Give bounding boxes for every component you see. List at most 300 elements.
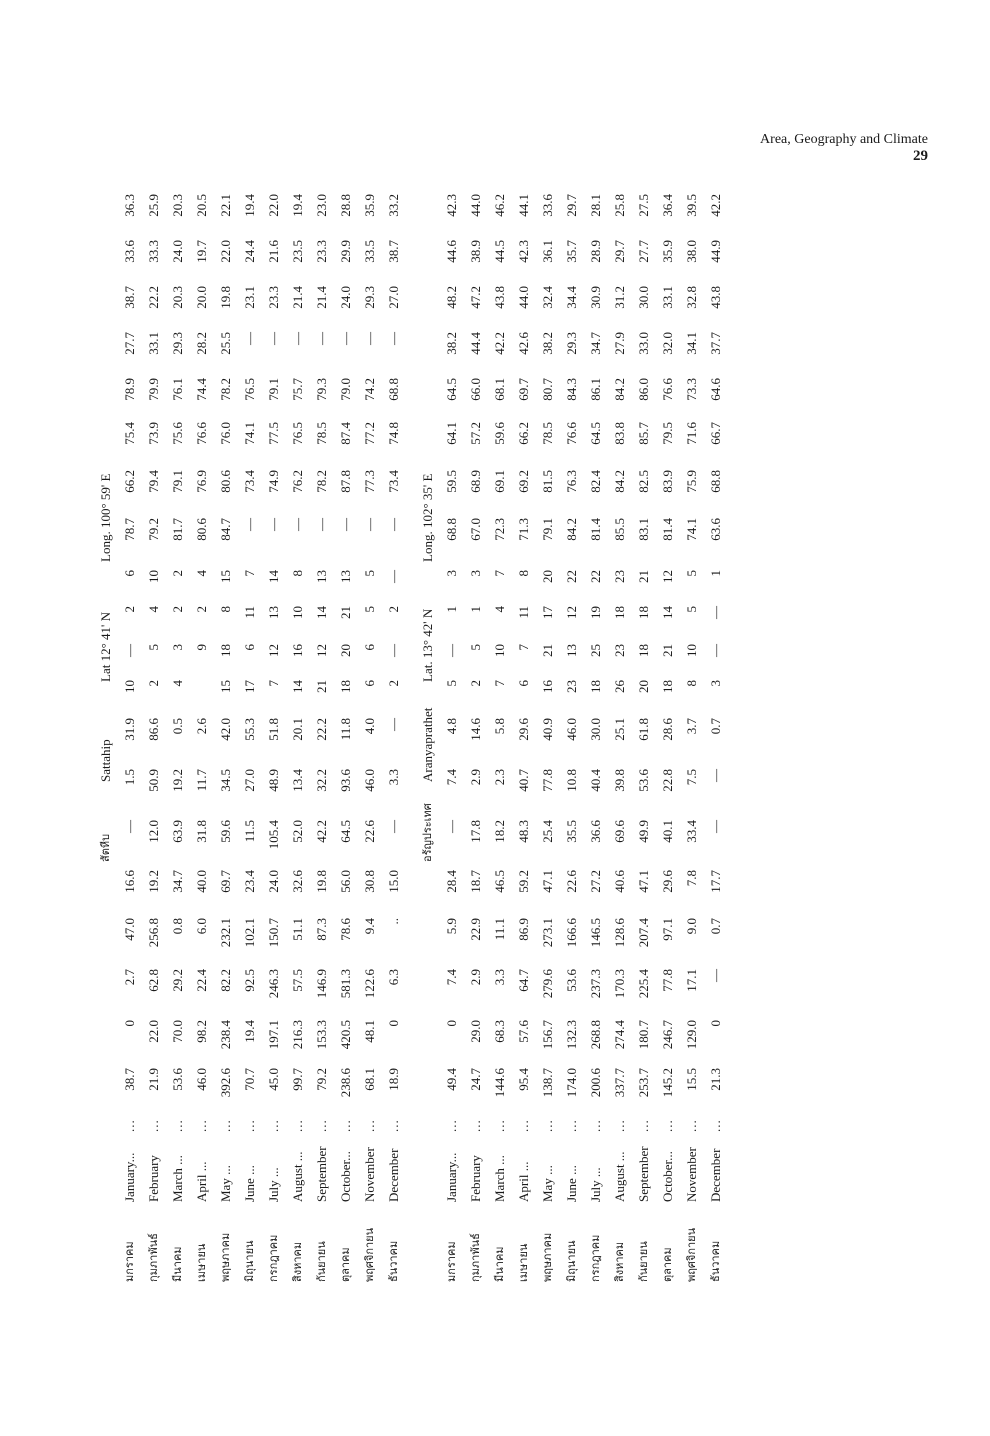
table-cell: 216.3: [290, 1020, 305, 1050]
leader-dots: ...: [242, 1119, 257, 1132]
table-cell: 44.0: [516, 286, 531, 309]
table-cell: 68.1: [492, 378, 507, 401]
table-cell: 64.5: [338, 820, 353, 843]
table-cell: 17: [242, 680, 257, 693]
table-cell: 84.2: [612, 470, 627, 493]
table-cell: 35.5: [564, 820, 579, 843]
table-cell: 19.2: [170, 769, 185, 792]
table-cell: 33.5: [362, 240, 377, 263]
table-cell: 22.0: [218, 240, 233, 263]
table-cell: 73.3: [684, 378, 699, 401]
table-cell: 581.3: [338, 969, 353, 999]
month-label: August ...: [612, 1151, 627, 1202]
table-row: [118, 176, 142, 1282]
table-cell: 84.3: [564, 378, 579, 401]
table-cell: 66.2: [516, 422, 531, 445]
table-cell: 20.3: [170, 194, 185, 217]
table-cell: 75.4: [122, 422, 137, 445]
table-cell: 10: [684, 644, 699, 657]
table-cell: —: [266, 332, 281, 345]
table-cell: 6: [362, 644, 377, 651]
table-cell: 9.4: [362, 918, 377, 935]
table-cell: 85.7: [636, 422, 651, 445]
table-cell: 18: [636, 644, 651, 657]
table-cell: 30.0: [588, 718, 603, 741]
table-cell: 76.5: [242, 378, 257, 401]
table-cell: —: [314, 332, 329, 345]
table-cell: ..: [386, 918, 401, 925]
table-cell: 150.7: [266, 918, 281, 948]
table-cell: 31.2: [612, 286, 627, 309]
table-cell: 80.6: [194, 518, 209, 541]
table-cell: 33.3: [146, 240, 161, 263]
table-cell: 29.3: [362, 286, 377, 309]
table-cell: 74.2: [362, 378, 377, 401]
table-cell: 15: [218, 680, 233, 693]
table-cell: 66.0: [468, 378, 483, 401]
table-cell: 82.5: [636, 470, 651, 493]
table-cell: 79.5: [660, 422, 675, 445]
table-cell: 8: [516, 570, 531, 577]
table-cell: 95.4: [516, 1068, 531, 1091]
table-cell: 19.7: [194, 240, 209, 263]
table-cell: 38.7: [122, 1068, 137, 1091]
table-cell: 18.9: [386, 1068, 401, 1091]
table-cell: 33.6: [122, 240, 137, 263]
table-cell: 3: [468, 570, 483, 577]
table-cell: 46.0: [564, 718, 579, 741]
table-cell: 56.0: [338, 870, 353, 893]
table-cell: 11.7: [194, 769, 209, 792]
table-cell: 0: [444, 1020, 459, 1027]
table-cell: 68.9: [468, 470, 483, 493]
table-cell: 19.2: [146, 870, 161, 893]
table-cell: 79.1: [266, 378, 281, 401]
table-cell: 0.7: [708, 718, 723, 735]
table-cell: 21.4: [314, 286, 329, 309]
table-cell: 25.4: [540, 820, 555, 843]
table-cell: 2: [170, 570, 185, 577]
table-cell: 76.2: [290, 470, 305, 493]
thai-month-label: กุมภาพันธ์: [469, 1233, 482, 1282]
table-cell: 55.3: [242, 718, 257, 741]
table-cell: 36.3: [122, 194, 137, 217]
table-cell: —: [362, 518, 377, 531]
table-cell: 82.2: [218, 969, 233, 992]
station-name: Aranyaprathet: [420, 707, 435, 782]
table-cell: —: [242, 332, 257, 345]
table-cell: 5: [684, 570, 699, 577]
table-cell: 7: [492, 570, 507, 577]
table-cell: 79.3: [314, 378, 329, 401]
table-cell: 33.1: [660, 286, 675, 309]
table-cell: 43.8: [708, 286, 723, 309]
table-row: [382, 176, 406, 1282]
table-cell: 40.9: [540, 718, 555, 741]
table-cell: 79.9: [146, 378, 161, 401]
thai-month-label: กันยายน: [637, 1241, 650, 1282]
table-row: [656, 176, 680, 1282]
table-cell: 5: [684, 606, 699, 613]
table-cell: 68.1: [362, 1068, 377, 1091]
table-cell: 52.0: [290, 820, 305, 843]
leader-dots: ...: [492, 1119, 507, 1132]
table-cell: 48.9: [266, 769, 281, 792]
table-cell: 253.7: [636, 1068, 651, 1098]
leader-dots: ...: [290, 1119, 305, 1132]
table-cell: 78.7: [122, 518, 137, 541]
leader-dots: ...: [444, 1119, 459, 1132]
table-cell: 23.0: [314, 194, 329, 217]
table-cell: 274.4: [612, 1020, 627, 1050]
table-cell: 35.9: [660, 240, 675, 263]
table-cell: 225.4: [636, 969, 651, 999]
table-cell: 80.7: [540, 378, 555, 401]
table-row: [440, 176, 464, 1282]
table-cell: 33.2: [386, 194, 401, 217]
table-cell: 13: [338, 570, 353, 583]
table-cell: 30.8: [362, 870, 377, 893]
table-cell: 34.7: [170, 870, 185, 893]
table-cell: 74.1: [242, 422, 257, 445]
table-cell: 64.5: [588, 422, 603, 445]
table-cell: 35.9: [362, 194, 377, 217]
table-cell: 279.6: [540, 969, 555, 999]
table-cell: 51.8: [266, 718, 281, 741]
table-cell: 29.3: [170, 332, 185, 355]
leader-dots: ...: [362, 1119, 377, 1132]
month-label: December: [386, 1148, 401, 1202]
table-row: [214, 176, 238, 1282]
table-cell: 23: [612, 644, 627, 657]
table-cell: 166.6: [564, 918, 579, 948]
table-cell: 2: [386, 606, 401, 613]
table-cell: 7.8: [684, 870, 699, 887]
thai-month-label: เมษายน: [195, 1243, 208, 1282]
table-cell: 17.1: [684, 969, 699, 992]
table-cell: 34.7: [588, 332, 603, 355]
table-cell: 46.0: [362, 769, 377, 792]
table-row: [286, 176, 310, 1282]
table-cell: 75.6: [170, 422, 185, 445]
table-cell: 9.0: [684, 918, 699, 935]
table-cell: 1: [708, 570, 723, 577]
table-cell: 15.0: [386, 870, 401, 893]
table-cell: 40.0: [194, 870, 209, 893]
table-cell: 24.0: [338, 286, 353, 309]
table-cell: 68.8: [444, 518, 459, 541]
table-cell: 29.7: [612, 240, 627, 263]
table-cell: 99.7: [290, 1068, 305, 1091]
table-cell: 7: [492, 680, 507, 687]
table-cell: 40.1: [660, 820, 675, 843]
table-row: [560, 176, 584, 1282]
table-cell: 144.6: [492, 1068, 507, 1098]
table-cell: 7: [266, 680, 281, 687]
thai-month-label: พฤษภาคม: [219, 1232, 232, 1282]
table-cell: 59.6: [492, 422, 507, 445]
table-cell: —: [708, 820, 723, 833]
station-thai-name: อรัญประเทศ: [421, 803, 434, 862]
table-cell: 30.0: [636, 286, 651, 309]
table-cell: 23.1: [242, 286, 257, 309]
table-cell: 18.7: [468, 870, 483, 893]
table-cell: 40.6: [612, 870, 627, 893]
table-cell: —: [266, 518, 281, 531]
table-cell: 2.6: [194, 718, 209, 735]
table-cell: 57.2: [468, 422, 483, 445]
table-cell: 129.0: [684, 1020, 699, 1050]
table-cell: 79.2: [314, 1068, 329, 1091]
table-cell: —: [122, 644, 137, 657]
table-cell: 32.0: [660, 332, 675, 355]
latitude-label: Lat 12° 41' N: [98, 611, 113, 682]
table-cell: 11.8: [338, 718, 353, 741]
table-cell: 86.1: [588, 378, 603, 401]
table-row: [608, 176, 632, 1282]
table-cell: 40.4: [588, 769, 603, 792]
table-cell: 76.6: [660, 378, 675, 401]
table-cell: 78.5: [540, 422, 555, 445]
table-cell: 34.5: [218, 769, 233, 792]
table-cell: 12: [660, 570, 675, 583]
table-cell: 268.8: [588, 1020, 603, 1050]
table-cell: 146.9: [314, 969, 329, 999]
table-cell: 44.5: [492, 240, 507, 263]
table-cell: 59.2: [516, 870, 531, 893]
table-cell: 68.3: [492, 1020, 507, 1043]
table-cell: 128.6: [612, 918, 627, 948]
table-cell: 69.6: [612, 820, 627, 843]
table-cell: 50.9: [146, 769, 161, 792]
table-cell: 74.4: [194, 378, 209, 401]
table-cell: 68.8: [386, 378, 401, 401]
table-cell: 46.0: [194, 1068, 209, 1091]
table-cell: 18: [588, 680, 603, 693]
table-cell: 246.7: [660, 1020, 675, 1050]
table-cell: 0.5: [170, 718, 185, 735]
table-cell: 84.2: [564, 518, 579, 541]
thai-month-label: กุมภาพันธ์: [147, 1233, 160, 1282]
table-cell: 40.7: [516, 769, 531, 792]
table-cell: 0: [122, 1020, 137, 1027]
table-cell: 36.4: [660, 194, 675, 217]
table-cell: —: [708, 644, 723, 657]
table-cell: 69.7: [516, 378, 531, 401]
table-cell: 8: [684, 680, 699, 687]
table-cell: 7.4: [444, 769, 459, 786]
table-cell: 8: [290, 570, 305, 577]
table-cell: 6: [362, 680, 377, 687]
page-number: 29: [913, 148, 928, 164]
table-cell: 22.0: [146, 1020, 161, 1043]
table-cell: 16: [290, 644, 305, 657]
table-row: [334, 176, 358, 1282]
table-cell: 81.4: [660, 518, 675, 541]
table-cell: —: [386, 718, 401, 731]
table-cell: 18: [612, 606, 627, 619]
table-cell: 22.0: [266, 194, 281, 217]
table-cell: 22.1: [218, 194, 233, 217]
table-cell: —: [444, 644, 459, 657]
table-cell: 83.8: [612, 422, 627, 445]
table-cell: 0.7: [708, 918, 723, 935]
table-cell: 38.0: [684, 240, 699, 263]
table-cell: 20: [338, 644, 353, 657]
table-cell: —: [444, 820, 459, 833]
table-cell: 200.6: [588, 1068, 603, 1098]
month-label: April ...: [516, 1161, 531, 1202]
thai-month-label: กันยายน: [315, 1241, 328, 1282]
table-cell: 10.8: [564, 769, 579, 792]
table-cell: 0.8: [170, 918, 185, 935]
thai-month-label: กรกฎาคม: [267, 1234, 280, 1282]
month-label: May ...: [218, 1165, 233, 1202]
table-cell: 174.0: [564, 1068, 579, 1098]
table-cell: 64.6: [708, 378, 723, 401]
table-cell: 93.6: [338, 769, 353, 792]
table-cell: 15.5: [684, 1068, 699, 1091]
table-cell: 18.2: [492, 820, 507, 843]
table-cell: 13: [266, 606, 281, 619]
table-cell: 77.3: [362, 470, 377, 493]
table-cell: 10: [290, 606, 305, 619]
table-cell: 14: [290, 680, 305, 693]
table-cell: 64.5: [444, 378, 459, 401]
table-cell: 24.0: [266, 870, 281, 893]
table-cell: 21: [338, 606, 353, 619]
table-cell: 2: [146, 680, 161, 687]
leader-dots: ...: [146, 1119, 161, 1132]
table-cell: 78.6: [338, 918, 353, 941]
table-cell: 5: [146, 644, 161, 651]
table-cell: 18: [660, 680, 675, 693]
table-cell: 48.1: [362, 1020, 377, 1043]
table-cell: 47.1: [540, 870, 555, 893]
table-cell: 78.2: [314, 470, 329, 493]
thai-month-label: มิถุนายน: [565, 1240, 578, 1282]
table-cell: 73.9: [146, 422, 161, 445]
table-cell: 87.4: [338, 422, 353, 445]
table-cell: 19.8: [218, 286, 233, 309]
table-cell: 32.2: [314, 769, 329, 792]
table-cell: 78.2: [218, 378, 233, 401]
table-cell: 76.6: [194, 422, 209, 445]
table-cell: 29.7: [564, 194, 579, 217]
table-cell: 23.3: [266, 286, 281, 309]
table-cell: —: [386, 332, 401, 345]
table-cell: 337.7: [612, 1068, 627, 1098]
table-cell: 83.9: [660, 470, 675, 493]
table-cell: 31.9: [122, 718, 137, 741]
table-cell: 256.8: [146, 918, 161, 948]
table-cell: 7: [516, 644, 531, 651]
latitude-label: Lat. 13° 42' N: [420, 608, 435, 682]
table-cell: 4: [194, 570, 209, 577]
table-cell: 7.4: [444, 969, 459, 986]
table-cell: 74.8: [386, 422, 401, 445]
table-cell: 24.4: [242, 240, 257, 263]
table-cell: 246.3: [266, 969, 281, 999]
table-cell: —: [314, 518, 329, 531]
table-cell: 39.5: [684, 194, 699, 217]
table-cell: 21.9: [146, 1068, 161, 1091]
table-cell: 38.9: [468, 240, 483, 263]
table-cell: 237.3: [588, 969, 603, 999]
table-cell: 18: [218, 644, 233, 657]
leader-dots: ...: [386, 1119, 401, 1132]
table-cell: 11.5: [242, 820, 257, 843]
table-cell: 57.6: [516, 1020, 531, 1043]
table-cell: 2: [194, 606, 209, 613]
table-cell: 156.7: [540, 1020, 555, 1050]
table-cell: 64.7: [516, 969, 531, 992]
table-cell: 13.4: [290, 769, 305, 792]
table-cell: 27.2: [588, 870, 603, 893]
table-cell: 27.5: [636, 194, 651, 217]
table-cell: 53.6: [564, 969, 579, 992]
month-label: January...: [444, 1152, 459, 1202]
thai-month-label: มกราคม: [123, 1241, 136, 1282]
leader-dots: ...: [540, 1119, 555, 1132]
table-cell: 138.7: [540, 1068, 555, 1098]
table-cell: 0: [708, 1020, 723, 1027]
table-cell: 19: [588, 606, 603, 619]
table-cell: 77.2: [362, 422, 377, 445]
table-cell: 207.4: [636, 918, 651, 948]
table-cell: 29.0: [468, 1020, 483, 1043]
table-cell: 2: [122, 606, 137, 613]
table-cell: 81.4: [588, 518, 603, 541]
table-row: [632, 176, 656, 1282]
table-cell: 2.9: [468, 969, 483, 986]
table-row: [464, 176, 488, 1282]
leader-dots: ...: [194, 1119, 209, 1132]
leader-dots: ...: [468, 1119, 483, 1132]
table-cell: 19.4: [290, 194, 305, 217]
table-cell: 44.1: [516, 194, 531, 217]
table-cell: 197.1: [266, 1020, 281, 1050]
table-cell: 23.3: [314, 240, 329, 263]
table-cell: 48.3: [516, 820, 531, 843]
table-cell: 63.6: [708, 518, 723, 541]
table-cell: 33.0: [636, 332, 651, 355]
table-cell: 73.4: [242, 470, 257, 493]
table-cell: —: [122, 820, 137, 833]
table-cell: 420.5: [338, 1020, 353, 1050]
table-cell: 11.1: [492, 918, 507, 941]
table-cell: 17.7: [708, 870, 723, 893]
table-cell: 153.3: [314, 1020, 329, 1050]
table-cell: 66.2: [122, 470, 137, 493]
table-cell: 32.6: [290, 870, 305, 893]
table-cell: 42.2: [708, 194, 723, 217]
table-cell: 6.3: [386, 969, 401, 986]
table-cell: 73.4: [386, 470, 401, 493]
table-cell: 180.7: [636, 1020, 651, 1050]
table-cell: 77.5: [266, 422, 281, 445]
table-cell: 46.2: [492, 194, 507, 217]
table-cell: 7.5: [684, 769, 699, 786]
table-row: [262, 176, 286, 1282]
table-cell: 11: [242, 606, 257, 619]
table-cell: 42.2: [314, 820, 329, 843]
table-cell: —: [708, 969, 723, 982]
thai-month-label: ตุลาคม: [339, 1247, 352, 1282]
table-row: [166, 176, 190, 1282]
table-cell: 27.7: [122, 332, 137, 355]
table-cell: 145.2: [660, 1068, 675, 1098]
